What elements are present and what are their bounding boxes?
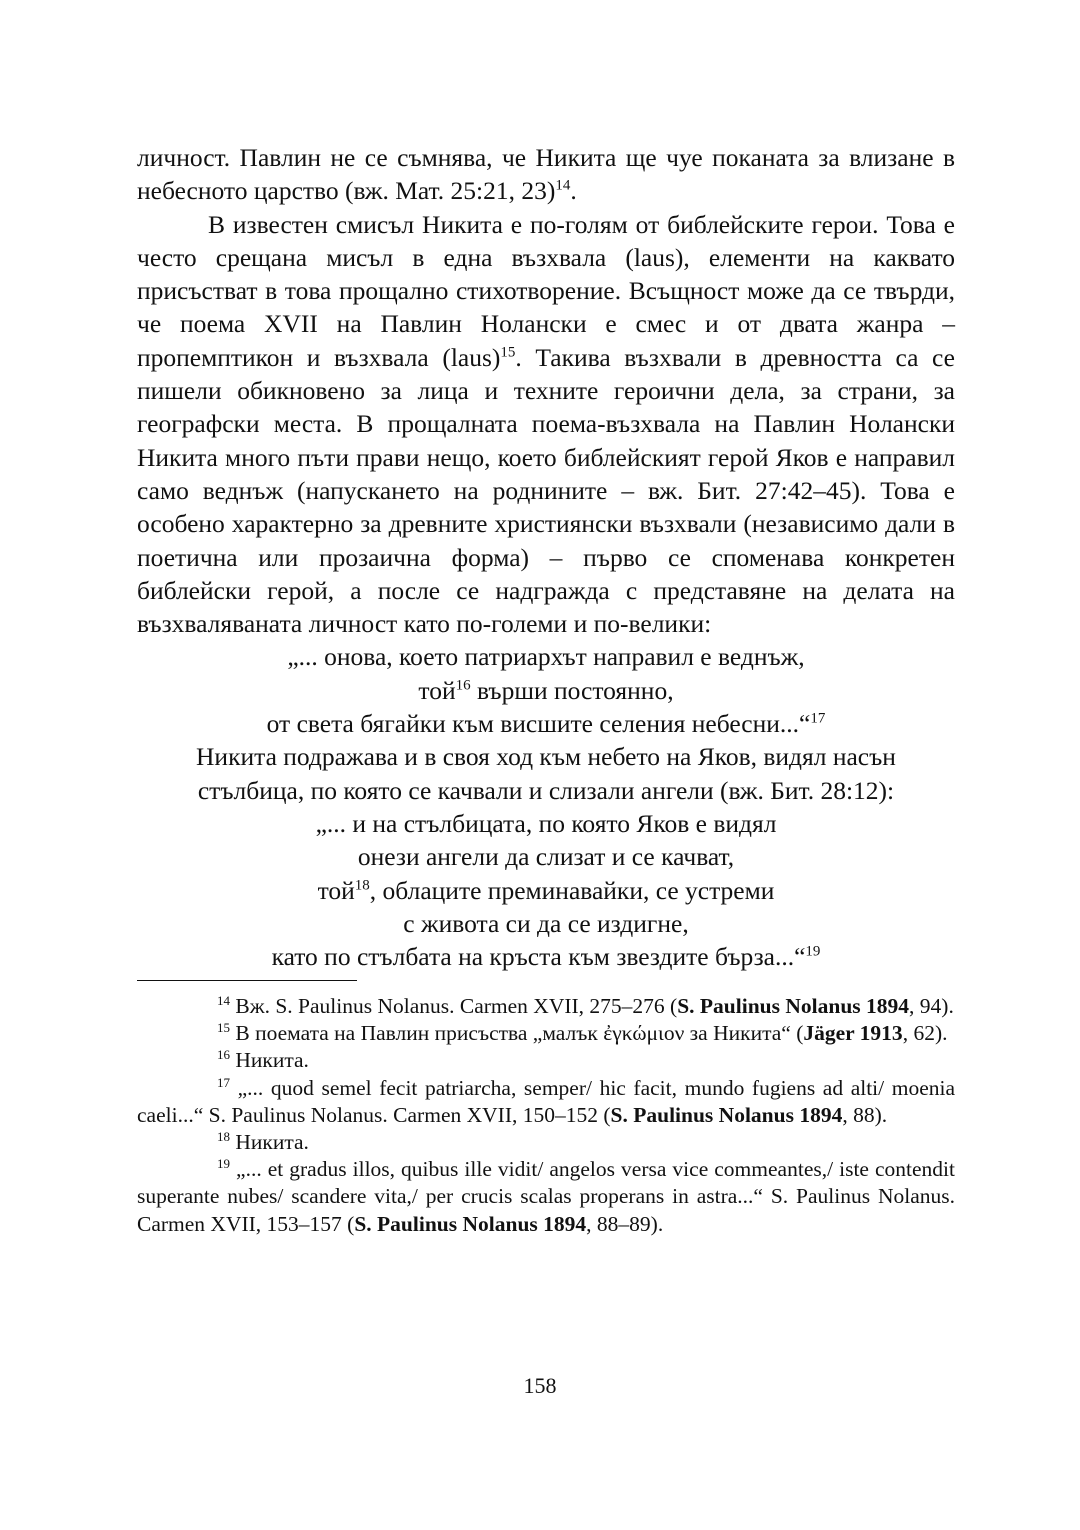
footnote-18-number: 18: [217, 1128, 230, 1144]
paragraph-1-end: .: [570, 176, 577, 206]
footnote-ref-18[interactable]: 18: [354, 877, 370, 894]
footnote-17-number: 17: [217, 1074, 230, 1090]
verse-2-line-5: [137, 940, 955, 973]
verse-1-line-2-b: върши постоянно,: [470, 675, 674, 705]
footnote-16-text: Никита.: [235, 1048, 309, 1073]
footnote-18-text: Никита.: [235, 1130, 309, 1155]
footnote-ref-15[interactable]: 15: [500, 344, 516, 361]
footnote-18: [137, 1129, 955, 1156]
verse-2-line-3: [137, 874, 955, 907]
footnote-17: [137, 1075, 955, 1129]
footnote-14-text: Вж. S. Paulinus Nolanus. Carmen XVII, 275–276 (: [235, 994, 678, 1018]
footnote-14-citation: S. Paulinus Nolanus 1894: [677, 994, 910, 1018]
footnote-17-end: , 88).: [842, 1102, 888, 1127]
paragraph-3-line-2: стълбица, по която се качвали и слизали ангели (вж. Бит. 28:12):: [197, 775, 895, 805]
footnote-17-citation: S. Paulinus Nolanus 1894: [610, 1102, 843, 1127]
footnote-15-citation: Jäger 1913: [803, 1021, 903, 1046]
verse-2-line-3-b: , облаците преминавайки, се устреми: [369, 875, 775, 905]
paragraph-2: [137, 208, 955, 641]
verse-2-line-3-a: той: [317, 875, 355, 905]
verse-1-line-2-a: той: [418, 675, 456, 705]
verse-1-line-2: [137, 674, 955, 707]
footnotes: [137, 993, 955, 1238]
footnote-19-number: 19: [217, 1156, 230, 1172]
footnote-15-end: , 62).: [902, 1021, 948, 1046]
verse-2-line-4: с живота си да се издигне,: [403, 908, 689, 938]
footnote-ref-17[interactable]: 17: [810, 710, 826, 727]
footnote-19-text: „... et gradus illos, quibus ille vidit/ angelos versa vice commeantes,/ iste contendit superante nubes/ scandere vita,/ per crucis scalas properans in astra...“ S. Paulinus Nolanus. Carmen XVII, 153–157 (: [137, 1157, 955, 1236]
footnote-ref-16[interactable]: 16: [455, 677, 471, 694]
footnote-17-text: „... quod semel fecit patriarcha, semper/ hic facit, mundo fugiens ad alti/ moenia caeli...“ S. Paulinus Nolanus. Carmen XVII, 150–152 (: [137, 1075, 956, 1127]
paragraph-3-line-1: Никита подражава и в своя ход към небето на Яков, видял насън: [196, 742, 896, 772]
verse-quote-2: [137, 807, 955, 973]
footnote-16-number: 16: [217, 1047, 230, 1063]
footnote-ref-14[interactable]: 14: [555, 177, 571, 194]
verse-quote-1: [137, 640, 955, 740]
paragraph-2-text-b: . Такива възхвали в древността са се пишели обикновено за лица и техните героични дела, за страни, за географски места. В прощалната поема-възхвала на Павлин Нолански Никита много пъти прави нещо, което библейският герой Яков е направил само веднъж (напускането на роднините – вж. Бит. 27:42–45). Това е особено характерно за древните християнски възхвали (независимо дали в поетична или прозаична форма) – първо се споменава конкретен библейски герой, а после се надгражда с представяне на делата на възхваляваната личност като по-големи и по-велики:: [137, 342, 955, 639]
footnote-14-number: 14: [217, 992, 230, 1008]
verse-2-line-1: „... и на стълбицата, по която Яков е видял: [315, 808, 777, 838]
verse-1-line-3-text: от света бягайки към висшите селения небесни...“: [266, 709, 811, 739]
footnote-16: [137, 1047, 955, 1074]
footnote-15-text: В поемата на Павлин присъства „малък ἐγκώμιον за Никита“ (: [235, 1021, 804, 1046]
paragraph-1-text: личност. Павлин не се съмнява, че Никита ще чуе поканата за влизане в небесното царство (вж. Мат. 25:21, 23): [137, 143, 955, 206]
page-number: 158: [523, 1373, 557, 1398]
footnote-ref-19[interactable]: 19: [805, 943, 821, 960]
footnote-19-end: , 88–89).: [586, 1211, 664, 1236]
footnote-15: [137, 1020, 955, 1047]
verse-1-line-1: „... онова, което патриархът направил е веднъж,: [287, 642, 805, 672]
footnote-14: [137, 993, 955, 1020]
verse-1-line-3: [137, 707, 955, 740]
verse-2-line-5-text: като по стълбата на кръста към звездите бърза...“: [271, 942, 806, 972]
paragraph-1: [137, 141, 955, 208]
footnote-19: [137, 1156, 955, 1238]
verse-2-line-2: онези ангели да слизат и се качват,: [357, 842, 735, 872]
footnote-19-citation: S. Paulinus Nolanus 1894: [354, 1211, 587, 1236]
footnote-14-end: , 94).: [909, 994, 954, 1018]
paragraph-2-text-a: В известен смисъл Никита е по-голям от библейските герои. Това е често срещана мисъл в една възхвала (laus), елементи на каквато присъстват в това прощално стихотворение. Всъщност може да се твърди, че поема XVII на Павлин Нолански е смес и от двата жанра – пропемптикон и възхвала (laus): [137, 209, 955, 372]
footnote-divider: [137, 980, 357, 981]
footnote-15-number: 15: [217, 1020, 230, 1036]
main-text: [137, 141, 955, 973]
